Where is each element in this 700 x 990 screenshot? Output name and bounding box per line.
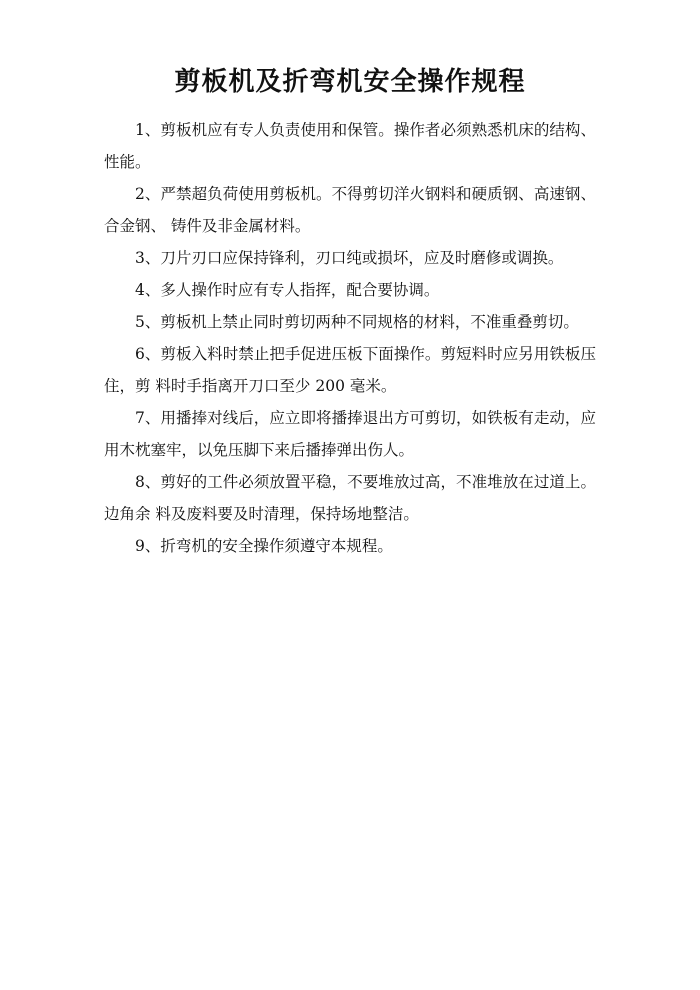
rule-paragraph-8: 8、剪好的工件必须放置平稳，不要堆放过高，不准堆放在过道上。边角余 料及废料要及时清理，保持场地整洁。	[104, 473, 596, 523]
rule-paragraph-6: 6、剪板入料时禁止把手促进压板下面操作。剪短料时应另用铁板压住，剪 料时手指离开刀口至少 200 毫米。	[104, 345, 596, 395]
rule-paragraph-1: 1、剪板机应有专人负责使用和保管。操作者必须熟悉机床的结构、性能。	[104, 121, 596, 171]
rule-paragraph-5: 5、剪板机上禁止同时剪切两种不同规格的材料，不准重叠剪切。	[135, 313, 579, 331]
rule-paragraph-3: 3、刀片刃口应保持锋利，刃口纯或损坏，应及时磨修或调换。	[135, 249, 564, 267]
rule-paragraph-7: 7、用播捧对线后，应立即将播捧退出方可剪切，如铁板有走动，应用木枕塞牢，以免压脚下来后播捧弹出伤人。	[104, 409, 596, 459]
rule-paragraph-4: 4、多人操作时应有专人指挥，配合要协调。	[135, 281, 440, 299]
document-body	[104, 114, 596, 562]
document-title: 剪板机及折弯机安全操作规程	[174, 67, 526, 97]
rule-paragraph-9: 9、折弯机的安全操作须遵守本规程。	[135, 537, 393, 555]
rule-paragraph-2: 2、严禁超负荷使用剪板机。不得剪切洋火钢料和硬质钢、高速钢、合金钢、 铸件及非金属材料。	[104, 185, 596, 235]
